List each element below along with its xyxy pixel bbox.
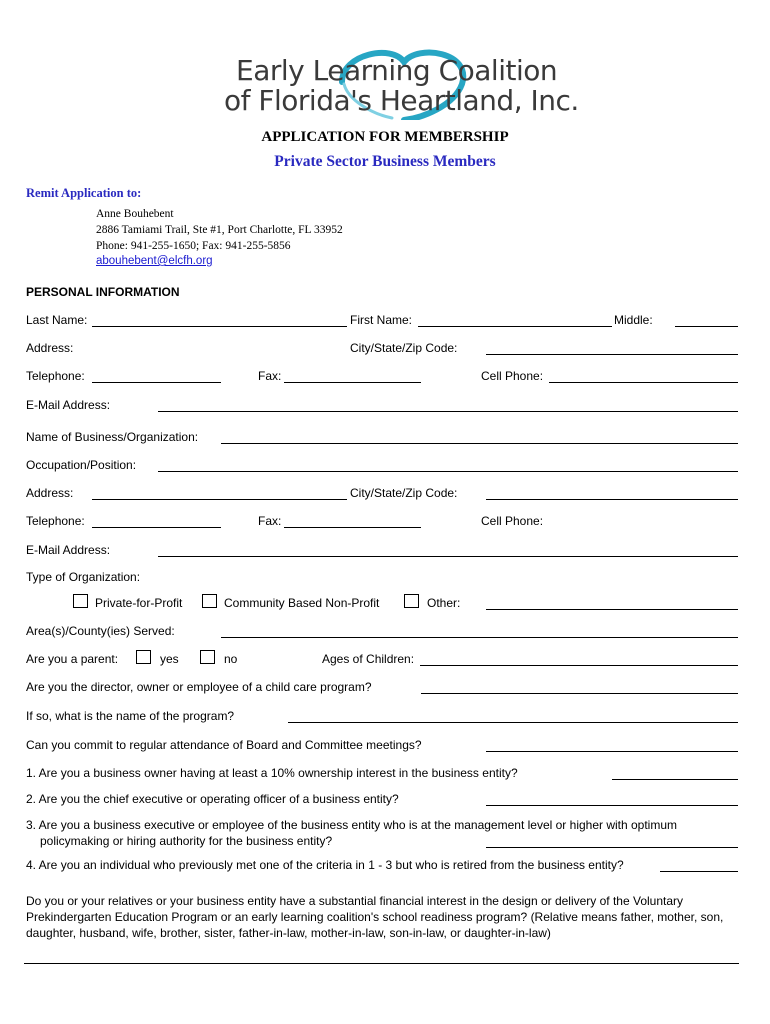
business-fax-field[interactable]	[284, 527, 421, 528]
business-email-label: E-Mail Address:	[26, 543, 111, 557]
commit-answer-field[interactable]	[486, 751, 738, 752]
email-field[interactable]	[158, 411, 738, 412]
parent-yes-checkbox[interactable]	[136, 650, 151, 664]
address-label: Address:	[26, 341, 74, 355]
telephone-field[interactable]	[92, 382, 221, 383]
business-cell-phone-label: Cell Phone:	[481, 514, 544, 528]
page-title: APPLICATION FOR MEMBERSHIP	[261, 129, 509, 145]
financial-interest-field[interactable]	[24, 963, 739, 964]
business-city-state-zip-label: City/State/Zip Code:	[350, 486, 458, 500]
business-telephone-label: Telephone:	[26, 514, 85, 528]
program-name-question: If so, what is the name of the program?	[26, 709, 235, 723]
business-name-field[interactable]	[221, 443, 738, 444]
cell-phone-field[interactable]	[549, 382, 738, 383]
community-nonprofit-checkbox[interactable]	[202, 594, 217, 608]
question-1-field[interactable]	[612, 779, 738, 780]
business-fax-label: Fax:	[258, 514, 282, 528]
commit-question: Can you commit to regular attendance of Board and Committee meetings?	[26, 738, 422, 752]
logo-line-1: Early Learning Coalition	[236, 54, 558, 87]
email-label: E-Mail Address:	[26, 398, 111, 412]
first-name-field[interactable]	[418, 326, 612, 327]
business-name-label: Name of Business/Organization:	[26, 430, 199, 444]
areas-served-field[interactable]	[221, 637, 738, 638]
section-heading: PERSONAL INFORMATION	[26, 285, 180, 299]
other-field[interactable]	[486, 609, 738, 610]
question-2: 2. Are you the chief executive or operating officer of a business entity?	[26, 792, 399, 806]
business-telephone-field[interactable]	[92, 527, 221, 528]
first-name-label: First Name:	[350, 313, 413, 327]
other-checkbox[interactable]	[404, 594, 419, 608]
private-for-profit-label: Private-for-Profit	[95, 596, 183, 610]
parent-yes-label: yes	[160, 652, 179, 666]
business-address-label: Address:	[26, 486, 74, 500]
question-3-field[interactable]	[486, 847, 738, 848]
parent-no-checkbox[interactable]	[200, 650, 215, 664]
page-subtitle: Private Sector Business Members	[274, 153, 496, 170]
business-email-field[interactable]	[158, 556, 738, 557]
remit-label: Remit Application to:	[26, 186, 142, 200]
question-4-field[interactable]	[660, 871, 738, 872]
fax-label: Fax:	[258, 369, 282, 383]
middle-field[interactable]	[675, 326, 738, 327]
parent-question: Are you a parent:	[26, 652, 119, 666]
parent-no-label: no	[224, 652, 238, 666]
remit-phone: Phone: 941-255-1650; Fax: 941-255-5856	[96, 240, 291, 252]
last-name-label: Last Name:	[26, 313, 88, 327]
question-1: 1. Are you a business owner having at least a 10% ownership interest in the business entity?	[26, 766, 518, 780]
remit-name: Anne Bouhebent	[96, 208, 174, 220]
question-3-continued: policymaking or hiring authority for the business entity?	[40, 834, 333, 848]
fax-field[interactable]	[284, 382, 421, 383]
remit-address: 2886 Tamiami Trail, Ste #1, Port Charlotte, FL 33952	[96, 224, 343, 236]
ages-children-field[interactable]	[420, 665, 738, 666]
community-nonprofit-label: Community Based Non-Profit	[224, 596, 380, 610]
cell-phone-label: Cell Phone:	[481, 369, 544, 383]
financial-interest-question: Do you or your relatives or your business entity have a substantial financial interest in the design or delivery of the Voluntary Prekindergarten Education Program or an early learning coalition's school readiness program? (Relative means father, mother, son, daughter, husband, wife, brother, sister, father-in-law, mother-in-law, son-in-law, or daughter-in-law)	[26, 894, 724, 940]
remit-email-link[interactable]: abouhebent@elcfh.org	[96, 255, 213, 267]
occupation-field[interactable]	[158, 471, 738, 472]
middle-label: Middle:	[614, 313, 653, 327]
logo	[222, 44, 579, 120]
director-question: Are you the director, owner or employee of a child care program?	[26, 680, 372, 694]
other-label: Other:	[427, 596, 461, 610]
private-for-profit-checkbox[interactable]	[73, 594, 88, 608]
org-type-label: Type of Organization:	[26, 570, 141, 584]
question-4: 4. Are you an individual who previously met one of the criteria in 1 - 3 but who is retired from the business entity?	[26, 858, 624, 872]
city-state-zip-label: City/State/Zip Code:	[350, 341, 458, 355]
program-name-field[interactable]	[288, 722, 738, 723]
ages-children-label: Ages of Children:	[322, 652, 415, 666]
business-address-field[interactable]	[92, 499, 347, 500]
areas-served-label: Area(s)/County(ies) Served:	[26, 624, 175, 638]
occupation-label: Occupation/Position:	[26, 458, 137, 472]
question-3: 3. Are you a business executive or employee of the business entity who is at the management level or higher with optimum	[26, 818, 678, 832]
city-state-zip-field[interactable]	[486, 354, 738, 355]
logo-line-2: of Florida's Heartland, Inc.	[224, 84, 579, 117]
last-name-field[interactable]	[92, 326, 347, 327]
business-city-state-zip-field[interactable]	[486, 499, 738, 500]
director-answer-field[interactable]	[421, 693, 738, 694]
telephone-label: Telephone:	[26, 369, 85, 383]
question-2-field[interactable]	[486, 805, 738, 806]
